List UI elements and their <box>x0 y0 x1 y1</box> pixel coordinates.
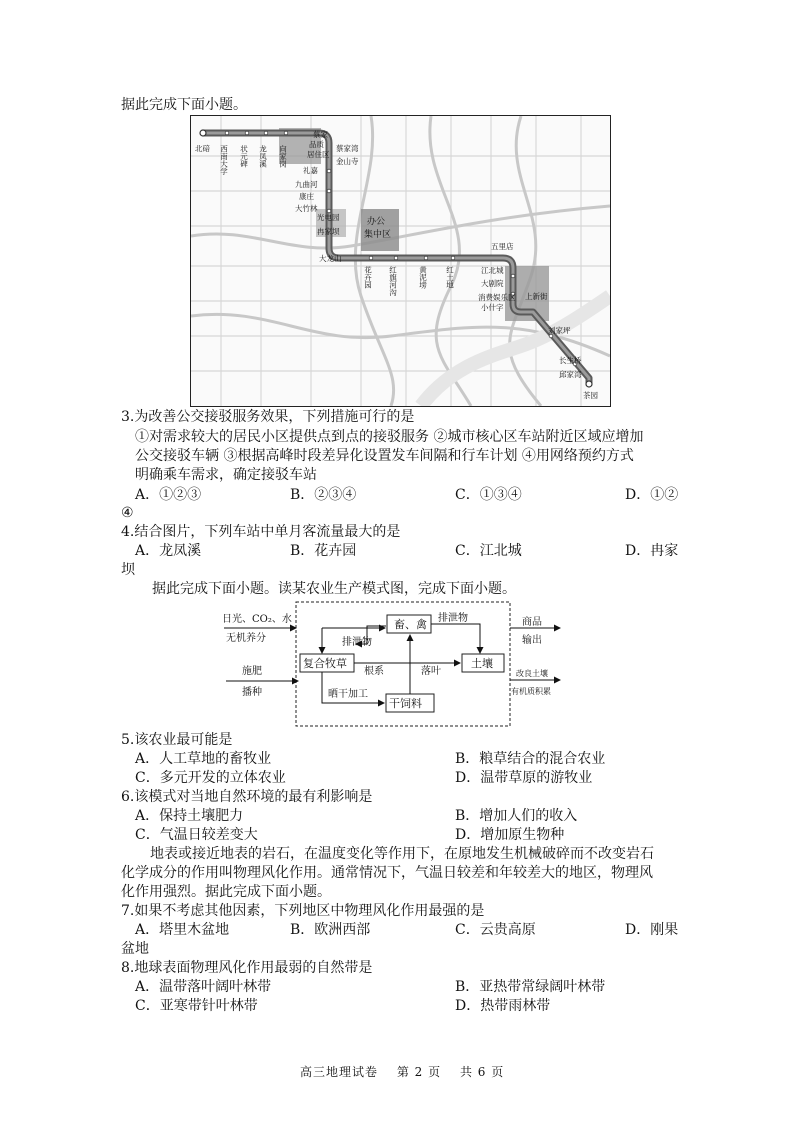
station-qiujiawan: 邱家湾 <box>559 370 582 379</box>
station-hongtudi: 红土地 <box>445 266 455 289</box>
label-caijia: 蔡家 <box>313 130 328 139</box>
passage-line1: 地表或接近地表的岩石，在温度变化等作用下，在原地发生机械破碎而不改变岩石 <box>150 846 654 862</box>
q6-option-a[interactable]: A．保持土壤肥力 <box>135 808 244 824</box>
q5-stem: 5.该农业最可能是 <box>121 732 233 748</box>
q4-option-b[interactable]: B．花卉园 <box>290 543 357 559</box>
q4-option-d[interactable]: D．冉家 <box>625 543 679 559</box>
q3-option-d-cont: ④ <box>121 505 134 521</box>
passage-line3: 化作用强烈。据此完成下面小题。 <box>121 884 331 900</box>
q8-option-a[interactable]: A．温带落叶阔叶林带 <box>135 979 272 995</box>
station-ranjiaba: 冉家坝 <box>317 227 340 236</box>
footer-total: 共 6 页 <box>459 1065 505 1079</box>
q5-option-a[interactable]: A．人工草地的畜牧业 <box>135 751 272 767</box>
station-huahuiyuan: 花卉园 <box>363 266 373 289</box>
q7-option-a[interactable]: A．塔里木盆地 <box>135 922 230 938</box>
intro2-text: 据此完成下面小题。读某农业生产模式图，完成下面小题。 <box>152 581 516 597</box>
station-dajuyuan: 大剧院 <box>481 279 504 288</box>
intro-text: 据此完成下面小题。 <box>121 97 247 113</box>
q5-option-d[interactable]: D．温带草原的游牧业 <box>455 770 593 786</box>
q3-line3: 明确乘车需求，确定接驳车站 <box>135 467 317 483</box>
agriculture-diagram-svg <box>222 598 578 730</box>
q7-option-d-cont: 盆地 <box>121 941 149 957</box>
label-office: 办公 <box>367 217 386 227</box>
q7-option-b[interactable]: B．欧洲西部 <box>290 922 371 938</box>
label-office-2: 集中区 <box>364 230 392 240</box>
station-dalongshan: 大龙山 <box>319 254 342 263</box>
end-station-marker <box>586 381 592 387</box>
q8-option-c[interactable]: C．亚寒带针叶林带 <box>135 998 258 1014</box>
station-guangdianyuan: 光电园 <box>317 213 340 222</box>
output-goods: 商品 <box>522 617 542 628</box>
station-beibei: 北碚 <box>195 144 210 153</box>
label-consumer: 消费娱乐区 <box>478 293 516 302</box>
agriculture-diagram <box>222 598 578 730</box>
station-kangzhuang: 康庄 <box>299 192 314 201</box>
q4-stem: 4.结合图片，下列车站中单月客流量最大的是 <box>121 524 401 540</box>
station-liujiaping: 刘家坪 <box>548 326 571 335</box>
station-chayuan: 茶园 <box>583 391 598 400</box>
station-xinan: 西南大学 <box>219 145 229 175</box>
q8-option-d[interactable]: D．热带雨林带 <box>455 998 551 1014</box>
footer-subject: 高三地理试卷 <box>300 1065 379 1079</box>
q6-stem: 6.该模式对当地自然环境的最有利影响是 <box>121 789 373 805</box>
metro-map <box>191 116 610 406</box>
q7-stem: 7.如果不考虑其他因素，下列地区中物理风化作用最强的是 <box>121 903 485 919</box>
q7-option-c[interactable]: C．云贵高原 <box>455 922 536 938</box>
q3-line2: 公交接驳车辆 ③根据高峰时段差异化设置发车间隔和行车计划 ④用网络预约方式 <box>135 448 634 464</box>
q6-option-d[interactable]: D．增加原生物种 <box>455 827 565 843</box>
feed-label: 干饲料 <box>389 697 422 710</box>
q3-line1: ①对需求较大的居民小区提供点到点的接驳服务 ②城市核心区车站附近区域应增加 <box>135 429 644 445</box>
q4-option-a[interactable]: A．龙凤溪 <box>135 543 202 559</box>
station-hongqihegou: 红旗河沟 <box>388 266 398 296</box>
q6-option-c[interactable]: C．气温日较差变大 <box>135 827 258 843</box>
pasture-label: 复合牧草 <box>303 657 347 670</box>
station-shangxinjie: 上新街 <box>525 292 548 301</box>
q5-option-c[interactable]: C．多元开发的立体农业 <box>135 770 286 786</box>
q3-option-a[interactable]: A．①②③ <box>135 487 202 503</box>
excreta-top-label: 排泄物 <box>438 613 468 624</box>
drying-label: 晒干加工 <box>328 689 368 700</box>
label-caijiawan: 蔡家湾 <box>336 144 359 153</box>
station-wuliting: 五里店 <box>491 242 514 251</box>
input-sowing: 播种 <box>242 687 262 698</box>
station-jiuquhe: 九曲河 <box>295 180 318 189</box>
q3-option-b[interactable]: B．②③④ <box>290 487 357 503</box>
station-longfengxi: 龙凤溪 <box>258 145 268 168</box>
q5-option-b[interactable]: B．粮草结合的混合农业 <box>455 751 606 767</box>
station-dazhulin: 大竹林 <box>295 204 318 213</box>
q6-option-b[interactable]: B．增加人们的收入 <box>455 808 578 824</box>
q3-option-c[interactable]: C．①③④ <box>455 487 522 503</box>
input-fertilizer: 施肥 <box>242 666 262 677</box>
output-export: 输出 <box>522 635 542 646</box>
station-huangnibang: 黄泥塝 <box>418 266 428 289</box>
excreta-left-label: 排泄物 <box>342 637 372 648</box>
label-jinshansi: 金山寺 <box>336 157 359 166</box>
station-xiangjiagang: 向家岗 <box>278 145 288 168</box>
q8-stem: 8.地球表面物理风化作用最弱的自然带是 <box>121 960 373 976</box>
label-pinzhi: 品质 <box>309 140 324 149</box>
footer <box>300 1063 504 1080</box>
soil-label: 土壤 <box>471 657 493 670</box>
metro-map-figure <box>190 115 611 407</box>
q4-option-d-cont: 坝 <box>121 562 135 578</box>
start-station-marker <box>200 130 206 136</box>
footer-page: 第 2 页 <box>396 1065 442 1079</box>
station-changshengqiao: 长生桥 <box>559 356 582 365</box>
q4-option-c[interactable]: C．江北城 <box>455 543 522 559</box>
q3-option-d[interactable]: D．①② <box>625 487 679 503</box>
output-improve-soil: 改良土壤 <box>516 669 548 678</box>
input-inorganic: 无机养分 <box>226 633 266 644</box>
input-sun-co2-water: 日光、CO₂、水 <box>222 614 292 625</box>
label-residential: 居住区 <box>307 150 330 159</box>
station-xiaoshizi: 小什字 <box>481 303 504 312</box>
q3-stem: 3.为改善公交接驳服务效果，下列措施可行的是 <box>121 409 415 425</box>
station-lijia: 礼嘉 <box>303 166 318 175</box>
passage-line2: 化学成分的作用叫物理风化作用。通常情况下，气温日较差和年较差大的地区，物理风 <box>121 865 653 881</box>
output-organic: 有机质积累 <box>511 687 551 696</box>
q7-option-d[interactable]: D．刚果 <box>625 922 679 938</box>
station-zhuangyuanbei: 状元碑 <box>239 145 249 168</box>
roots-label: 根系 <box>364 666 384 677</box>
leaves-label: 落叶 <box>421 666 441 677</box>
livestock-label: 畜、禽 <box>394 618 427 631</box>
station-jiangbeicheng: 江北城 <box>481 266 504 275</box>
q8-option-b[interactable]: B．亚热带常绿阔叶林带 <box>455 979 606 995</box>
